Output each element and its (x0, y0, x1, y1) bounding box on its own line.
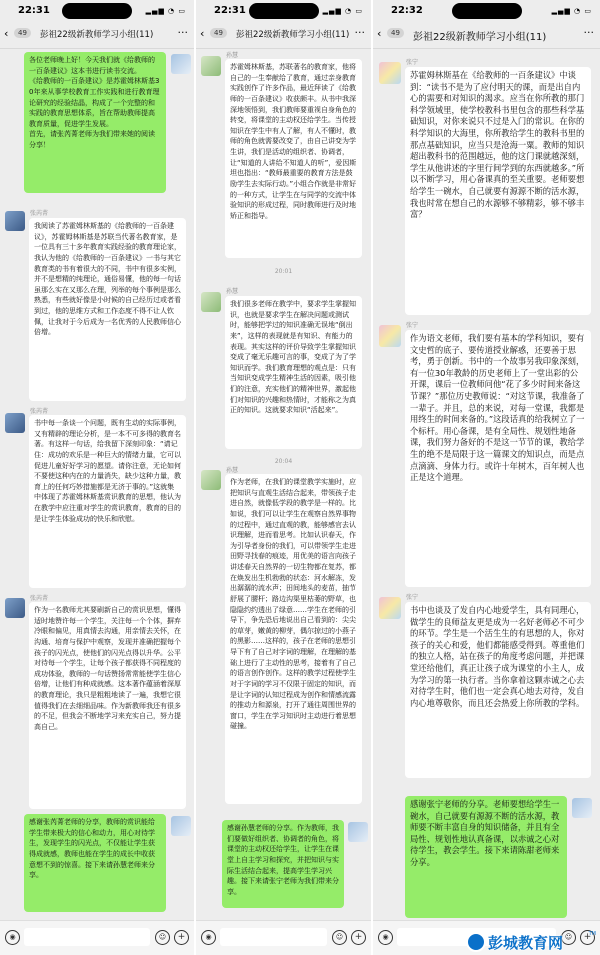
message-paragraph: 《给教师的一百条建议》是苏霍姆林斯基30年来从事学校教育工作实践和进行教育理论研究的经验结晶，构成了一个完整的和实践的教育思想体系，旨在帮助教师提高教育质量，促进学生发展。 (29, 77, 160, 128)
message-paragraph: 感谢孙慧老师的分享。作为教师，我们要做好组织者、协调者的角色，将课堂的主动权还给学生，让学生在课堂上自主学习和探究，并把知识与实际生活结合起来，提高学生学习兴趣。接下来请张宁老师为我们带来分享。 (227, 824, 339, 896)
sender-name: 孙慧 (226, 467, 239, 474)
message-paragraph: 我们很多老师在教学中，要求学生掌握知识，也就是要求学生在解决问题或测试时，能够把学过的知识准确无误地“倒出来”，这样的表现就是有知识、有能力的表现。其实这样的评价导致学生掌握知识变成了毫无乐趣可言的事，变成了为了学知识而学。我们教育理想的观点是：只有当知识变成学生精神生活的因素，吸引他们的注意，充实他们的精神世界，激起他们对知识的兴趣和热情时，才能称之为真正的知识。这就要求知识“活起来”。 (230, 300, 356, 415)
avatar[interactable] (201, 56, 221, 76)
message-bubble[interactable] (405, 330, 591, 587)
avatar[interactable] (379, 325, 401, 347)
input-bar (196, 920, 371, 955)
sender-name: 张芮菁 (30, 595, 49, 602)
message-bubble-own[interactable] (222, 820, 344, 908)
chat-header (373, 22, 600, 49)
message-paragraph: 作为语文老师，我们要有基本的学科知识，要有文史哲的底子、要传道授业解惑，还要善于思考，勇于创新。书中的一个故事另我印象深刻，有一位30年教龄的历史老师上了一堂出彩的公开课，课后一位教师问他“花了多少时间来备这节课？”那位历史教师说：“对这节课，我准备了一辈子。并且，总的来说，对每一堂课，我都是用终生的时间来备的。”这段话真的给我树立了一个标杆。用心备课，是有全局性、规划性地备课，我们努力备好的不是这一节节的课，教给学生的绝不是局限于这一篇课文的知识点，而是点点滴滴、身体力行。或许十年树木，百年树人也正是这个道理。 (410, 333, 585, 483)
message-paragraph: 作为一名教师尤其要刷新自己的赏识思想，懂得适时地赞许每一个学生，关注每一个个体，摒弃冷眼和偏见，用真情去沟通，用亲情去关怀，在沟通、培育与保护中观察，发现并准确把握每个孩子的闪光点，使他们的闪光点得以升华。公平对待每一个学生，让每个孩子都获得不同程度的成功体验，教师的一句话赞扬常常能使学生信心倍增，让他们有种成就感。这本著作蕴涵着深厚的教育理论，我只是粗粗地读了一遍，我想它很值得我们在去细细品味。作为新教师我还有很多的不足，但我会不断地学习来充实自己，努力提高自己。 (34, 606, 181, 731)
avatar[interactable] (379, 62, 401, 84)
sender-name: 张芮菁 (30, 210, 49, 217)
watermark-logo-icon (466, 932, 486, 952)
back-chevron-icon[interactable]: ‹ (4, 27, 9, 40)
back-chevron-icon[interactable]: ‹ (200, 27, 205, 40)
message-paragraph: 苏霍姆林斯基，苏联著名的教育家，他将自己的一生奉献给了教育，通过亲身教育实践创作了许多作品，最近拜读了《给教师的一百条建议》收获颇丰。从书中我深深地领悟到，我们教师要重视自身角色的转变，将课堂的主动权还给学生。当传授知识在学生中有人了解，有人不懂时，教师的角色就需要改变了，由自己讲变为学生讲，我们是活动的组织者、协调者，让“知道的人讲给不知道人的听”，爱因斯坦也指出：“教师最重要的教育方法是鼓励学生去实际行动。”小组合作就是非常好的一种方式，让学生在与同学的交流中体验知识的形成过程，同时教师进行及时地矫正和指导。 (230, 63, 357, 220)
chat-pane-middle (196, 0, 371, 955)
avatar-own[interactable] (171, 816, 191, 836)
site-watermark (466, 931, 596, 953)
message-paragraph: 我阅读了苏霍姆林斯基的《给教师的一百条建议》，苏霍姆林斯基是苏联当代著名教育家，是一位具有三十多年教育实践经验的教育理论家，我认为他的《给教师的一百条建议》一书与其它教育类的书有着很大的不同，书中有很多实例，并不是想精的纯理论，通俗易懂，他的每一句话虽那么实在又那么在理，列举的每个事例是那么熟悉，有些就好像是小时候的自己经历过或者看到过，他的思维方式和工作态度不得不让人钦佩，让我对于今后成为一名优秀的人民教师信心倍增。 (34, 222, 181, 337)
more-icon[interactable]: ··· (583, 26, 594, 39)
message-paragraph: 感谢张芮菁老师的分享，教师的赏识能给学生带来极大的信心和动力，用心对待学生，发现学生的闪光点，不仅能让学生获得成就感，教师也能在学生的成长中收获意想不到的惊喜。接下来请孙慧老师来分享。 (29, 818, 155, 880)
status-bar (373, 0, 600, 22)
message-bubble-own[interactable] (24, 52, 166, 193)
voice-icon[interactable]: ◉ (201, 930, 216, 945)
chat-pane-left (0, 0, 194, 955)
message-paragraph: 首先，请张芮菁老师为我们带来她的阅读分享！ (29, 130, 155, 149)
voice-icon[interactable]: ◉ (5, 930, 20, 945)
status-time: 22:31 (18, 5, 50, 16)
status-icons: ▂▄▆ ◔ ▭ (551, 7, 592, 15)
message-bubble[interactable] (29, 218, 186, 401)
plus-icon[interactable]: + (174, 930, 189, 945)
sender-name: 张宁 (406, 594, 419, 601)
emoji-icon[interactable]: ☺ (155, 930, 170, 945)
status-bar (196, 0, 371, 22)
message-paragraph: 书中每一条谈一个问题，既有生动的实际事例，又有精辟的理论分析，是一本不可多得的教育名著。有这样一句话，给我留下深刻印象：“请记住：成功的欢乐是一种巨大的情绪力量，它可以促进儿童好好学习的愿望。请你注意，无论如何不要使这种内在的力量消失，缺少这种力量，教育上的任何巧妙措施都是无济于事的。”这就集中体现了苏霍姆林斯基赏识教育的思想，他认为在教学中应注重对学生的赏识教育，教育的目的是让学生体验成功的快乐和欣慰。 (34, 419, 181, 523)
dynamic-island (249, 3, 319, 19)
message-paragraph: 各位老师晚上好！今天我们就《给教师的一百条建议》这本书进行读书交流。 (29, 56, 155, 75)
message-bubble-own[interactable] (405, 796, 567, 918)
input-bar (0, 920, 194, 955)
status-time: 22:31 (214, 5, 246, 16)
message-bubble[interactable] (29, 602, 186, 809)
message-bubble-own[interactable] (24, 814, 166, 912)
plus-icon[interactable]: + (580, 930, 595, 945)
avatar-own[interactable] (348, 822, 368, 842)
message-bubble[interactable] (225, 59, 362, 258)
avatar[interactable] (379, 597, 401, 619)
watermark-text: 彭城教育网 (488, 934, 564, 952)
message-paragraph: 苏霍姆林斯基在《给教师的一百条建议》中谈到：“读书不是为了应付明天的课，而是出自内心的需要和对知识的渴求。应当在你所教的那门科学领域里，使学校教科书里包含的那些科学基础知识，对你来说只不过是入门的常识。在你的科学知识的大海里，你所教给学生的教科书里的那点基础知识，应当只是沧海一粟。教师的知识超出教科书的范围越远，他的这门课就越深刻，学生从他讲述的字里行间学到的东西就越多。”所以不断学习，用心备课真的至关重要。老师要想给学生一碗水，自己就要有源源不断的活水源，我也时常在想自己的水源够不够精彩，够不够丰富？ (410, 70, 585, 220)
voice-icon[interactable]: ◉ (378, 930, 393, 945)
sender-name: 孙慧 (226, 288, 239, 295)
message-bubble[interactable] (225, 474, 362, 804)
chat-header (0, 22, 194, 49)
message-bubble[interactable] (405, 602, 591, 778)
avatar[interactable] (5, 598, 25, 618)
avatar[interactable] (5, 211, 25, 231)
status-icons: ▂▄▆ ◔ ▭ (145, 7, 186, 15)
more-icon[interactable]: ··· (177, 26, 188, 39)
timestamp: 20:01 (274, 268, 293, 275)
avatar-own[interactable] (171, 54, 191, 74)
sender-name: 张宁 (406, 59, 419, 66)
unread-badge[interactable]: 49 (210, 28, 227, 38)
watermark-trademark: TM (588, 931, 596, 937)
status-bar (0, 0, 194, 22)
avatar[interactable] (5, 413, 25, 433)
back-chevron-icon[interactable]: ‹ (377, 27, 382, 40)
emoji-icon[interactable]: ☺ (561, 930, 576, 945)
more-icon[interactable]: ··· (354, 26, 365, 39)
message-paragraph: 作为老师，在我们的课堂教学实施时，应把知识与直观生活结合起来，带领孩子走进自然，就像低学段的教学是一样的。比如说，我们可以让学生在观察自然界事物的过程中，通过直观的教，能够感官去认识理解，进而看思考。比如认识春天，作为引导者身份的我们，可以带领学生走进田野寻找春的痕迹，用优美的语言向孩子讲述春天自然界的一切生物都在复苏，都在焕发出生机勃勃的状态：河水解冻，发出潺潺的流水声；田间地头的麦苗，抽节舒展了腰杆；路边沟渠里枯萎的野草，也隐隐约约透出了绿意……学生在老师的引导下，争先恐后地说出自己看到的：尖尖的草芽，嫩黄的柳芽，偶尔掠过的小燕子的黑影……这样的，孩子在老师的思想引导下有了自己对字词的理解，在理解的基础上进行了主动性的思考，接着有了自己的语言创作创作。这样的教学过程使学生对于字词的学习不仅限于固定的知识，而是让字词的认知过程成为创作和情感流露的推动力和源泉，打开了通往周围世界的窗口，学生在学习知识时主动进行着思想碰撞。 (230, 478, 356, 731)
unread-badge[interactable]: 49 (14, 28, 31, 38)
group-title: 彭祖22级新教师学习小组(11) (236, 30, 350, 40)
timestamp: 20:04 (274, 458, 293, 465)
message-bubble[interactable] (29, 415, 186, 588)
message-input[interactable] (24, 928, 150, 946)
unread-badge[interactable]: 49 (387, 28, 404, 38)
status-icons: ▂▄▆ ◔ ▭ (322, 7, 363, 15)
message-input[interactable] (220, 928, 327, 946)
message-bubble[interactable] (405, 67, 591, 315)
group-title: 彭祖22级新教师学习小组(11) (40, 30, 154, 40)
plus-icon[interactable]: + (351, 930, 366, 945)
dynamic-island (62, 3, 132, 19)
message-bubble[interactable] (225, 296, 362, 449)
chat-pane-right (373, 0, 600, 955)
message-paragraph: 书中也谈及了发自内心地爱学生，具有同理心，做学生的良师益友更是成为一名好老师必不可少的环节。学生是一个活生生的有思想的人，你对孩子的关心和爱，他们都能感受得到。尊重他们的独立人格，站在孩子的角度考虑问题，并把课堂还给他们，真正让孩子成为课堂的小主人，成为学习的第一执行者。当你拿着这颗赤诚之心去对待学生时，他们也一定会真心地去对待，发自内心地尊敬你，而且还会热爱上你所教的学科。 (410, 605, 585, 708)
sender-name: 孙慧 (226, 52, 239, 59)
avatar-own[interactable] (572, 798, 592, 818)
emoji-icon[interactable]: ☺ (332, 930, 347, 945)
message-paragraph: 感谢张宁老师的分享。老师要想给学生一碗水，自己就要有源源不断的活水源，教师要不断丰富自身的知识储备，并且有全局性、规划性地认真备课，以赤诚之心对待学生，教会学生。接下来请陈甜老师来分享。 (410, 799, 560, 868)
sender-name: 张芮菁 (30, 408, 49, 415)
avatar[interactable] (201, 292, 221, 312)
group-title: 彭祖22级新教师学习小组(11) (413, 32, 547, 43)
status-time: 22:32 (391, 5, 423, 16)
chat-header (196, 22, 371, 49)
dynamic-island (452, 3, 522, 19)
sender-name: 张宁 (406, 322, 419, 329)
avatar[interactable] (201, 470, 221, 490)
